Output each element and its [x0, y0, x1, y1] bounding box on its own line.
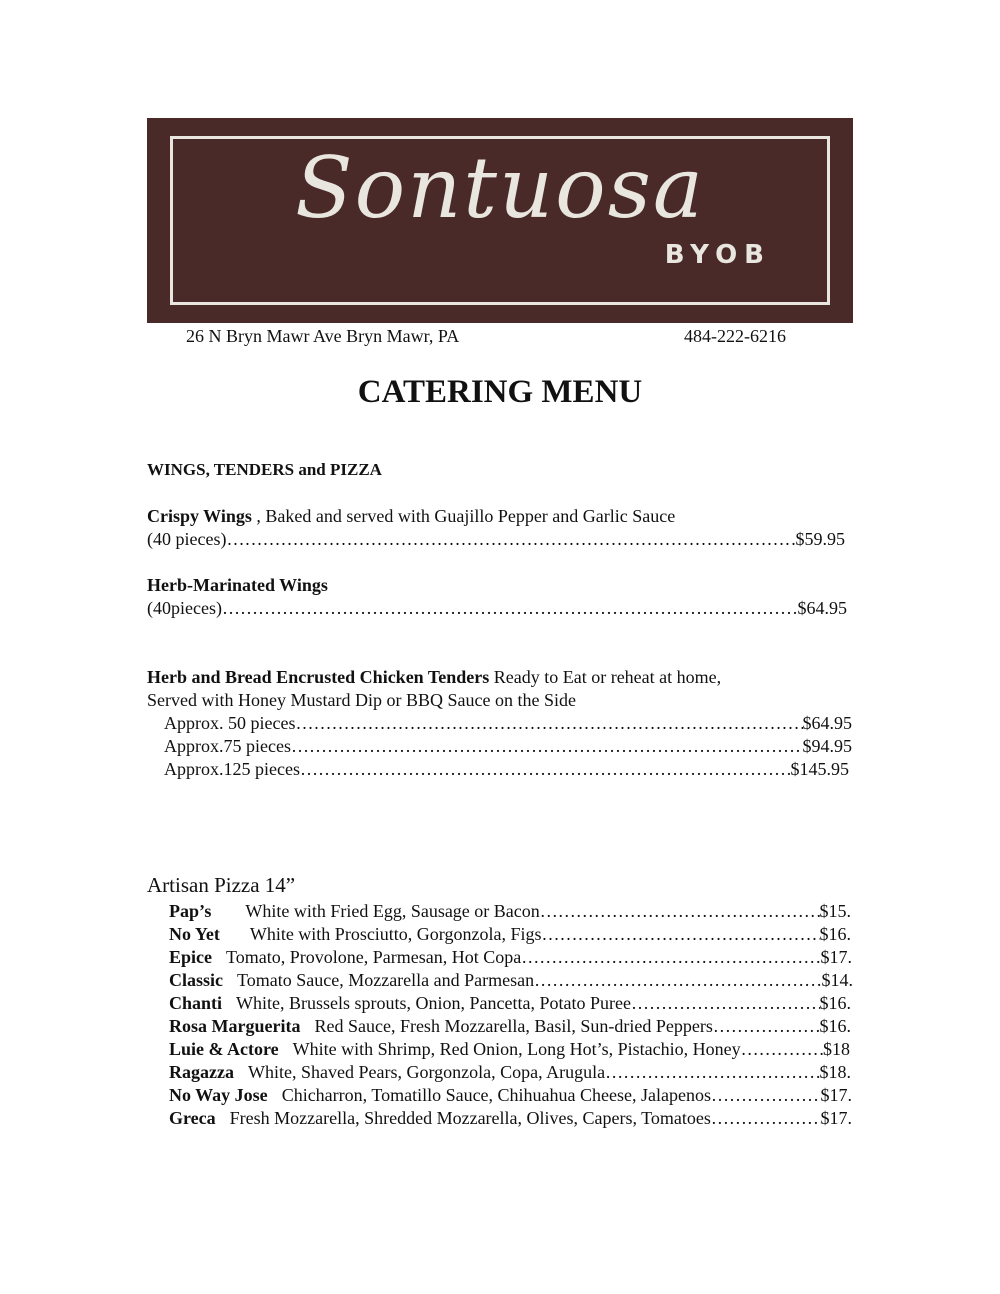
tenders-name: Herb and Bread Encrusted Chicken Tenders	[147, 667, 490, 687]
tenders-option-price: $64.95	[802, 713, 852, 733]
tenders-option-row	[164, 712, 852, 734]
leader-dots	[300, 758, 791, 780]
pizza-item-row	[169, 992, 851, 1014]
herb-wings-name: Herb-Marinated Wings	[147, 575, 328, 595]
pizza-desc: White with Fried Egg, Sausage or Bacon	[245, 901, 540, 921]
pizza-price: $14.	[821, 970, 853, 990]
leader-dots	[541, 923, 819, 945]
leader-dots	[711, 1084, 821, 1106]
pizza-item-row	[169, 1038, 850, 1060]
section-heading: WINGS, TENDERS and PIZZA	[147, 460, 382, 479]
pizza-name: Chanti	[169, 993, 223, 1013]
pizza-item-row	[169, 1107, 852, 1129]
tenders-option-row	[164, 735, 852, 757]
restaurant-phone: 484-222-6216	[684, 326, 786, 346]
tenders-option-row	[164, 758, 849, 780]
leader-dots	[741, 1038, 823, 1060]
pizza-price: $15.	[819, 901, 851, 921]
pizza-item-row	[169, 923, 851, 945]
pizza-desc: Chicharron, Tomatillo Sauce, Chihuahua Cheese, Jalapenos	[281, 1085, 711, 1105]
tenders-option-label: Approx.75 pieces	[164, 736, 291, 756]
leader-dots	[534, 969, 821, 991]
tenders-line	[147, 666, 721, 688]
pizza-name: Pap’s	[169, 901, 212, 921]
pizza-price: $16.	[819, 993, 851, 1013]
leader-dots	[295, 712, 802, 734]
crispy-wings-price: $59.95	[795, 529, 845, 549]
pizza-price: $18	[823, 1039, 850, 1059]
logo-byob-text: BYOB	[664, 240, 771, 270]
pizza-desc: Tomato, Provolone, Parmesan, Hot Copa	[226, 947, 522, 967]
herb-wings-qty: (40pieces)	[147, 598, 222, 618]
pizza-price: $17.	[820, 1108, 852, 1128]
crispy-wings-qty: (40 pieces)	[147, 529, 227, 549]
restaurant-logo	[147, 118, 853, 323]
leader-dots	[711, 1107, 821, 1129]
logo-script-text: Sontuosa	[295, 139, 705, 237]
pizza-price: $16.	[819, 924, 851, 944]
pizza-item-row	[169, 900, 851, 922]
pizza-desc: Fresh Mozzarella, Shredded Mozzarella, Olives, Capers, Tomatoes	[229, 1108, 711, 1128]
leader-dots	[605, 1061, 819, 1083]
leader-dots	[540, 900, 820, 922]
leader-dots	[291, 735, 803, 757]
tenders-option-price: $94.95	[802, 736, 852, 756]
pizza-desc: White with Prosciutto, Gorgonzola, Figs	[249, 924, 542, 944]
crispy-wings-name: Crispy Wings	[147, 506, 252, 526]
leader-dots	[631, 992, 820, 1014]
restaurant-address: 26 N Bryn Mawr Ave Bryn Mawr, PA	[186, 326, 460, 346]
pizza-name: Greca	[169, 1108, 216, 1128]
pizza-item-row	[169, 946, 852, 968]
pizza-price: $18.	[819, 1062, 851, 1082]
pizza-item-row	[169, 969, 853, 991]
pizza-name: Ragazza	[169, 1062, 234, 1082]
pizza-desc: Red Sauce, Fresh Mozzarella, Basil, Sun-dried Peppers	[314, 1016, 713, 1036]
crispy-wings-desc: , Baked and served with Guajillo Pepper and Garlic Sauce	[251, 506, 676, 526]
tenders-option-price: $145.95	[790, 759, 849, 779]
pizza-name: Rosa Marguerita	[169, 1016, 301, 1036]
tenders-option-label: Approx.125 pieces	[164, 759, 300, 779]
pizza-desc: White, Shaved Pears, Gorgonzola, Copa, Arugula	[247, 1062, 606, 1082]
pizza-desc: White, Brussels sprouts, Onion, Pancetta, Potato Puree	[236, 993, 631, 1013]
leader-dots	[222, 597, 798, 619]
pizza-name: No Yet	[169, 924, 220, 944]
pizza-name: Epice	[169, 947, 212, 967]
pizza-price: $17.	[820, 947, 852, 967]
pizza-item-row	[169, 1084, 852, 1106]
tenders-desc2: Served with Honey Mustard Dip or BBQ Sauce on the Side	[147, 690, 576, 710]
leader-dots	[521, 946, 820, 968]
pizza-name: Classic	[169, 970, 223, 990]
page-title: CATERING MENU	[357, 374, 643, 410]
tenders-option-label: Approx. 50 pieces	[164, 713, 296, 733]
leader-dots	[713, 1015, 820, 1037]
tenders-desc: Ready to Eat or reheat at home,	[489, 667, 722, 687]
leader-dots	[226, 528, 795, 550]
pizza-desc: Tomato Sauce, Mozzarella and Parmesan	[237, 970, 535, 990]
pizza-name: No Way Jose	[169, 1085, 268, 1105]
pizza-heading: Artisan Pizza 14”	[147, 873, 296, 897]
herb-wings-price: $64.95	[797, 598, 847, 618]
crispy-wings-line	[147, 505, 675, 527]
crispy-wings-price-row	[147, 528, 845, 550]
pizza-desc: White with Shrimp, Red Onion, Long Hot’s, Pistachio, Honey	[292, 1039, 741, 1059]
pizza-item-row	[169, 1015, 851, 1037]
pizza-name: Luie & Actore	[169, 1039, 279, 1059]
pizza-price: $17.	[820, 1085, 852, 1105]
herb-wings-price-row	[147, 597, 847, 619]
pizza-item-row	[169, 1061, 851, 1083]
pizza-price: $16.	[819, 1016, 851, 1036]
